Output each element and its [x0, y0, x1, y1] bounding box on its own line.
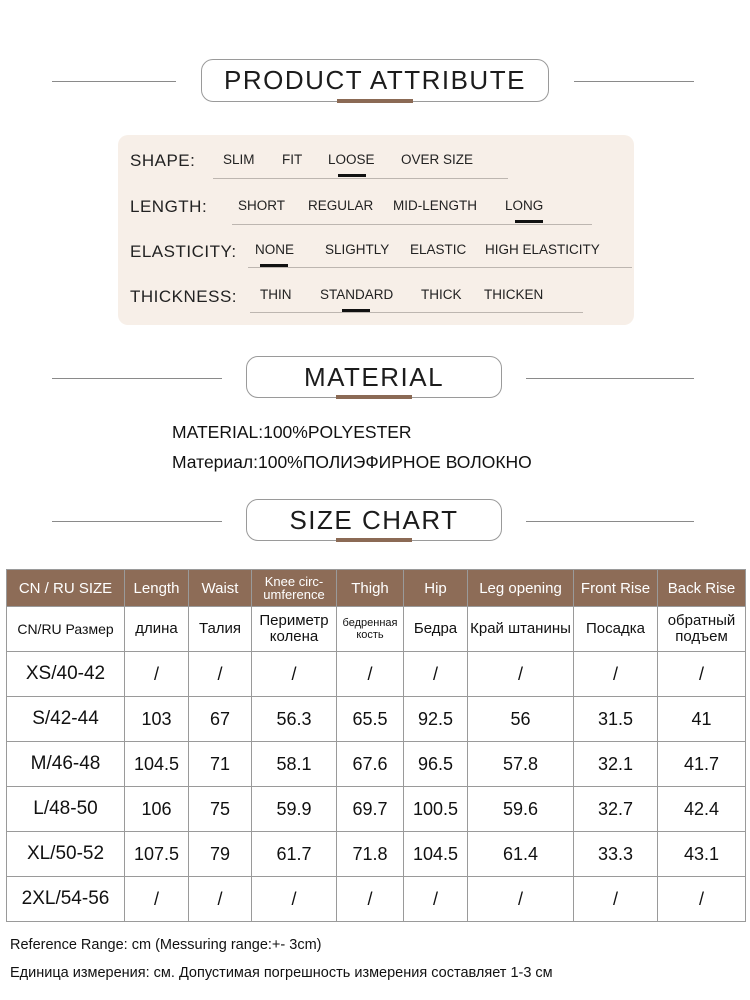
measure-cell: 67 [189, 697, 252, 742]
selected-mark [338, 174, 366, 177]
measure-cell: / [574, 652, 658, 697]
measure-cell: 79 [189, 832, 252, 877]
measurement-note-ru: Единица измерения: см. Допустимая погрешность измерения составляет 1-3 см [10, 965, 553, 981]
measure-cell: / [658, 652, 746, 697]
table-row [7, 652, 746, 697]
size-cell: S/42-44 [7, 697, 125, 742]
measure-cell: 106 [125, 787, 189, 832]
attr-option-selected: NONE [255, 242, 295, 257]
product-attribute-heading [0, 59, 750, 103]
attr-option: ELASTIC [410, 242, 467, 257]
title-underline [336, 395, 412, 399]
attr-row-thickness [130, 283, 630, 313]
measure-cell: 43.1 [658, 832, 746, 877]
measure-cell: / [404, 652, 468, 697]
measure-cell: / [252, 652, 337, 697]
measure-cell: 92.5 [404, 697, 468, 742]
measure-cell: 104.5 [125, 742, 189, 787]
material-russian: Материал:100%ПОЛИЭФИРНОЕ ВОЛОКНО [172, 452, 532, 472]
attr-option: SHORT [238, 198, 286, 213]
measure-cell: 107.5 [125, 832, 189, 877]
attr-baseline [213, 178, 508, 179]
section-title: SIZE CHART [289, 504, 459, 535]
measure-cell: / [574, 877, 658, 922]
measure-cell: 59.9 [252, 787, 337, 832]
header-cell: Leg opening [468, 570, 574, 607]
size-cell: 2XL/54-56 [7, 877, 125, 922]
measure-cell: / [189, 652, 252, 697]
measure-cell: / [658, 877, 746, 922]
attr-option: SLIM [223, 152, 255, 167]
divider-right [574, 81, 694, 82]
title-underline [336, 538, 412, 542]
measure-cell: 56.3 [252, 697, 337, 742]
attr-label: SHAPE: [130, 151, 196, 170]
measure-cell: 61.7 [252, 832, 337, 877]
measure-cell: 59.6 [468, 787, 574, 832]
measure-cell: 96.5 [404, 742, 468, 787]
section-title-box [201, 59, 549, 102]
divider-right [526, 521, 694, 522]
header-cell: Length [125, 570, 189, 607]
measure-cell: 31.5 [574, 697, 658, 742]
header-cell: Back Rise [658, 570, 746, 607]
measure-cell: / [337, 877, 404, 922]
size-cell: XS/40-42 [7, 652, 125, 697]
measure-cell: / [125, 877, 189, 922]
selected-mark [342, 309, 370, 312]
attr-row-elasticity [130, 238, 634, 268]
measure-cell: 104.5 [404, 832, 468, 877]
header-cell-ru: длина [125, 607, 189, 652]
measure-cell: 41 [658, 697, 746, 742]
attr-option: SLIGHTLY [325, 242, 390, 257]
attr-baseline [232, 224, 592, 225]
table-row [7, 832, 746, 877]
attr-baseline [250, 312, 583, 313]
measure-cell: 71 [189, 742, 252, 787]
measure-cell: 75 [189, 787, 252, 832]
measure-cell: 71.8 [337, 832, 404, 877]
size-chart-heading [0, 499, 750, 543]
header-cell: Hip [404, 570, 468, 607]
attr-baseline [248, 267, 632, 268]
attr-option: HIGH ELASTICITY [485, 242, 600, 257]
measure-cell: / [337, 652, 404, 697]
section-title: PRODUCT ATTRIBUTE [224, 65, 526, 95]
header-cell-ru: обратный подъем [658, 607, 746, 652]
header-cell: CN / RU SIZE [7, 570, 125, 607]
attr-row-shape [130, 149, 630, 179]
material-english: MATERIAL:100%POLYESTER [172, 422, 412, 442]
header-cell: Knee circ-umference [252, 570, 337, 607]
material-heading [0, 356, 750, 400]
attr-option-selected: LONG [505, 198, 544, 213]
size-cell: M/46-48 [7, 742, 125, 787]
divider-left [52, 521, 222, 522]
measure-cell: 41.7 [658, 742, 746, 787]
attr-option-selected: LOOSE [328, 152, 375, 167]
section-title: MATERIAL [303, 361, 445, 392]
attribute-panel [118, 135, 634, 325]
header-cell-ru: Периметр колена [252, 607, 337, 652]
measure-cell: 69.7 [337, 787, 404, 832]
table-header-row [7, 570, 746, 607]
attr-option: MID-LENGTH [393, 198, 477, 213]
table-row [7, 877, 746, 922]
reference-range-note: Reference Range: cm (Messuring range:+- 3cm) [10, 937, 322, 953]
table-header-row-ru [7, 607, 746, 652]
size-cell: L/48-50 [7, 787, 125, 832]
divider-left [52, 378, 222, 379]
header-cell-ru: CN/RU Размер [7, 607, 125, 652]
table-body [7, 652, 746, 922]
header-cell-ru: Талия [189, 607, 252, 652]
attr-label: ELASTICITY: [130, 242, 237, 261]
measure-cell: 58.1 [252, 742, 337, 787]
table-row [7, 742, 746, 787]
measure-cell: 100.5 [404, 787, 468, 832]
measure-cell: / [404, 877, 468, 922]
measure-cell: / [189, 877, 252, 922]
attr-label: THICKNESS: [130, 287, 238, 306]
measure-cell: 42.4 [658, 787, 746, 832]
measure-cell: 32.7 [574, 787, 658, 832]
title-underline [337, 99, 413, 103]
divider-right [526, 378, 694, 379]
header-cell-ru: Посадка [574, 607, 658, 652]
selected-mark [515, 220, 543, 223]
attr-option: THICK [421, 287, 462, 302]
divider-left [52, 81, 176, 82]
attr-option: THIN [260, 287, 292, 302]
measure-cell: 103 [125, 697, 189, 742]
attr-option-selected: STANDARD [320, 287, 394, 302]
measure-cell: / [468, 652, 574, 697]
measure-cell: 32.1 [574, 742, 658, 787]
header-cell: Front Rise [574, 570, 658, 607]
selected-mark [260, 264, 288, 267]
attr-label: LENGTH: [130, 197, 208, 216]
measure-cell: / [468, 877, 574, 922]
attr-option: REGULAR [308, 198, 374, 213]
measure-cell: / [125, 652, 189, 697]
attr-option: FIT [282, 152, 303, 167]
table-row [7, 787, 746, 832]
header-cell-ru: бедренная кость [337, 607, 404, 652]
header-cell-ru: Край штанины [468, 607, 574, 652]
attr-option: THICKEN [484, 287, 544, 302]
section-title-box [246, 499, 502, 541]
header-cell: Thigh [337, 570, 404, 607]
header-cell: Waist [189, 570, 252, 607]
header-cell-ru: Бедра [404, 607, 468, 652]
attr-option: OVER SIZE [401, 152, 474, 167]
measure-cell: 56 [468, 697, 574, 742]
size-cell: XL/50-52 [7, 832, 125, 877]
measure-cell: / [252, 877, 337, 922]
attr-row-length [130, 195, 630, 225]
size-chart-table [6, 569, 746, 922]
measure-cell: 67.6 [337, 742, 404, 787]
measure-cell: 57.8 [468, 742, 574, 787]
measure-cell: 65.5 [337, 697, 404, 742]
table-row [7, 697, 746, 742]
section-title-box [246, 356, 502, 398]
measure-cell: 33.3 [574, 832, 658, 877]
measure-cell: 61.4 [468, 832, 574, 877]
